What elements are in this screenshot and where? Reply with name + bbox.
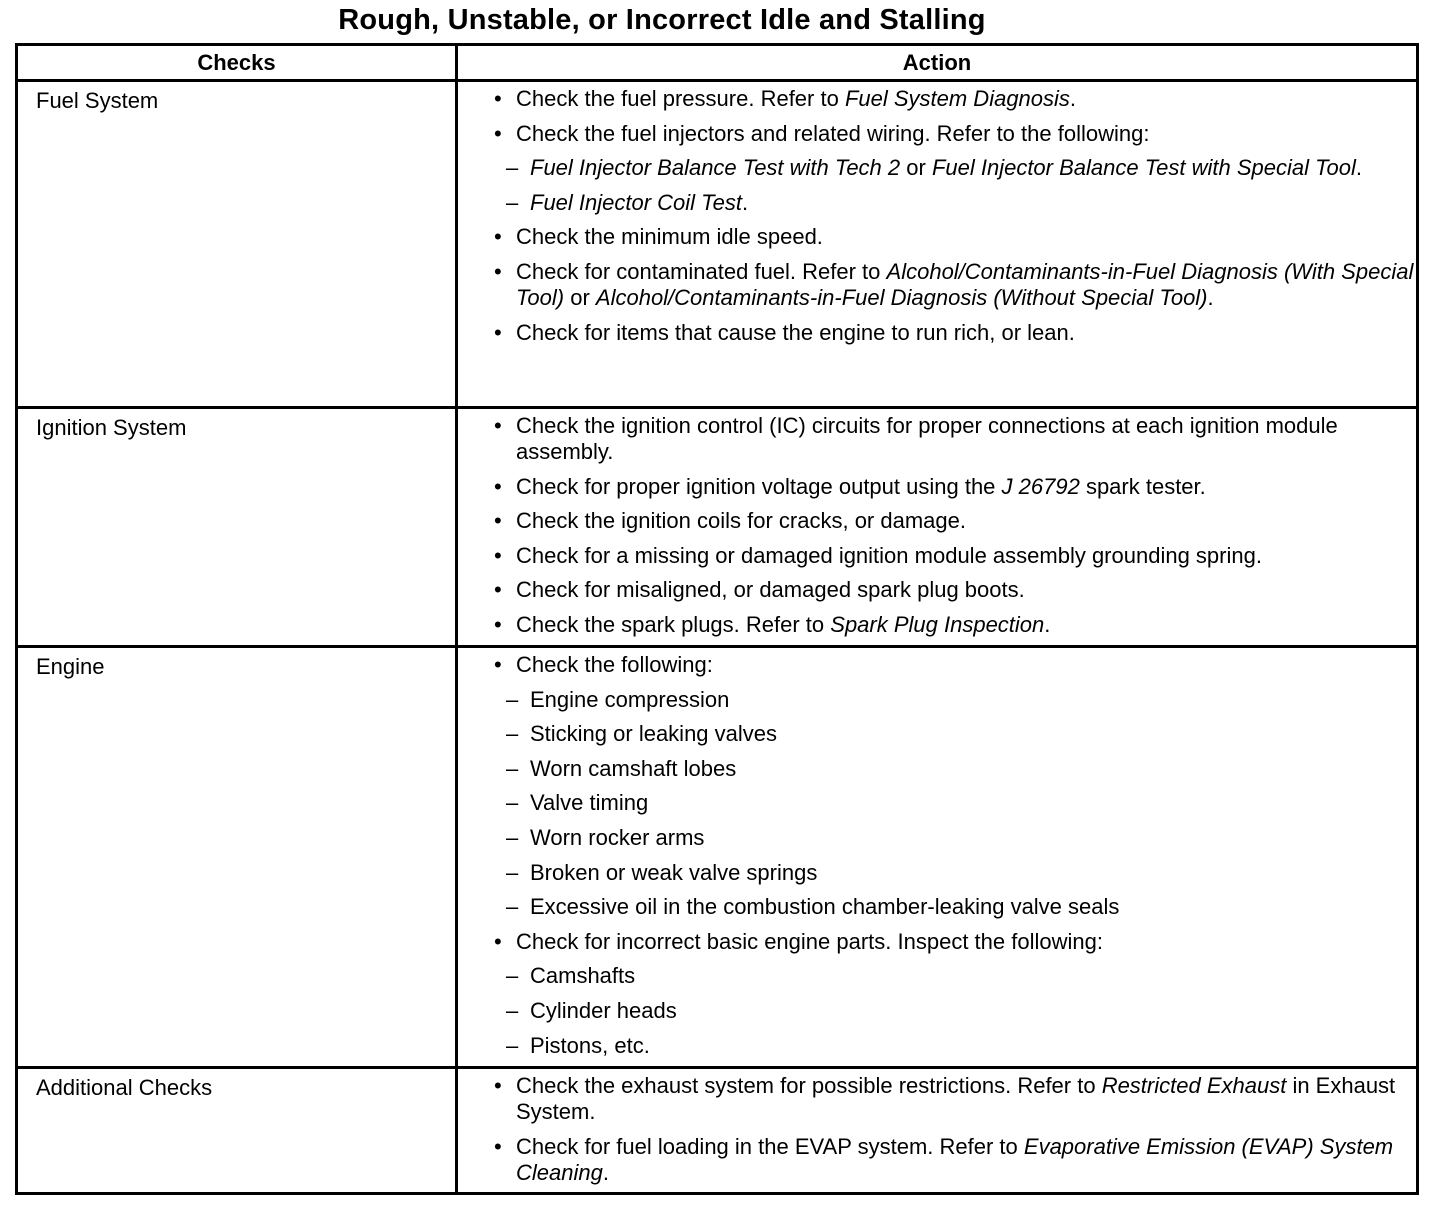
action-bullet: • Check for proper ignition voltage output using the J 26792 spark tester.: [492, 474, 1416, 500]
action-bullet: • Check the following:: [492, 652, 1416, 678]
check-label: Additional Checks: [18, 1069, 458, 1192]
header-checks: Checks: [18, 46, 458, 79]
reference-link: Fuel System Diagnosis: [844, 86, 1070, 111]
reference-link: Fuel Injector Coil Test: [530, 189, 742, 215]
table-row-additional-checks: [18, 1069, 1416, 1192]
diagnostic-table: [15, 43, 1419, 1195]
action-subitem: – Worn rocker arms: [506, 824, 705, 850]
reference-link: Fuel Injector Balance Test with Special Tool: [931, 155, 1356, 181]
action-subitem: – Camshafts: [506, 963, 636, 989]
action-bullet: • Check the fuel injectors and related wiring. Refer to the following:: [492, 121, 1416, 147]
reference-link: Restricted Exhaust: [1101, 1073, 1287, 1098]
reference-link: Fuel Injector Balance Test with Tech 2: [530, 155, 901, 181]
check-label: Fuel System: [18, 82, 458, 406]
action-subitem: – Cylinder heads: [506, 997, 677, 1023]
action-subitem: – Sticking or leaking valves: [506, 721, 778, 747]
action-bullet: • Check for fuel loading in the EVAP system. Refer to Evaporative Emission (EVAP) System Cleaning.: [492, 1134, 1416, 1186]
action-bullet: • Check the spark plugs. Refer to Spark Plug Inspection.: [492, 612, 1416, 638]
table-row-engine: [18, 648, 1416, 1069]
header-action: Action: [902, 50, 972, 75]
action-subitem: – Fuel Injector Coil Test.: [506, 189, 749, 215]
reference-link: Evaporative Emission (EVAP) System Cleaning: [516, 1133, 1394, 1185]
action-bullet: • Check the ignition coils for cracks, or damage.: [492, 508, 1416, 534]
action-subitem: – Valve timing: [506, 790, 649, 816]
action-subitem: – Excessive oil in the combustion chamber-leaking valve seals: [506, 894, 1120, 920]
action-cell: [458, 409, 1416, 645]
action-bullet: • Check for misaligned, or damaged spark plug boots.: [492, 577, 1416, 603]
tool-reference: J 26792: [1001, 473, 1080, 499]
action-cell: [458, 1069, 1416, 1192]
reference-link: Spark Plug Inspection: [830, 611, 1045, 637]
action-subitem: – Broken or weak valve springs: [506, 859, 818, 885]
check-label: Ignition System: [18, 409, 458, 645]
action-bullet: • Check for a missing or damaged ignition module assembly grounding spring.: [492, 543, 1416, 569]
action-bullet: • Check for contaminated fuel. Refer to Alcohol/Contaminants-in-Fuel Diagnosis (With Special Tool) or Alcohol/Contaminants-in-Fuel Diagnosis (Without Special Tool).: [492, 259, 1416, 311]
action-bullet: • Check the exhaust system for possible restrictions. Refer to Restricted Exhaust in Exhaust System.: [492, 1073, 1416, 1125]
action-bullet: • Check for items that cause the engine to run rich, or lean.: [492, 320, 1416, 346]
action-cell: [458, 82, 1416, 406]
action-subitem: – Engine compression: [506, 686, 730, 712]
action-bullet: • Check for incorrect basic engine parts. Inspect the following:: [492, 929, 1416, 955]
page-title: Rough, Unstable, or Incorrect Idle and Stalling: [338, 4, 986, 36]
table-header-row: [18, 46, 1416, 82]
action-bullet: • Check the minimum idle speed.: [492, 224, 1416, 250]
check-label: Engine: [18, 648, 458, 1066]
reference-link: Alcohol/Contaminants-in-Fuel Diagnosis (Without Special Tool): [595, 284, 1208, 310]
action-bullet: • Check the ignition control (IC) circuits for proper connections at each ignition module assembly.: [492, 413, 1416, 465]
table-row-ignition-system: [18, 409, 1416, 648]
action-bullet: • Check the fuel pressure. Refer to Fuel System Diagnosis.: [492, 86, 1416, 112]
reference-link: Alcohol/Contaminants-in-Fuel Diagnosis (With Special Tool): [516, 258, 1414, 310]
action-subitem: – Fuel Injector Balance Test with Tech 2 or Fuel Injector Balance Test with Special Tool.: [506, 155, 1363, 181]
action-cell: [458, 648, 1416, 1066]
action-subitem: – Worn camshaft lobes: [506, 755, 737, 781]
table-row-fuel-system: [18, 82, 1416, 409]
action-subitem: – Pistons, etc.: [506, 1032, 650, 1058]
